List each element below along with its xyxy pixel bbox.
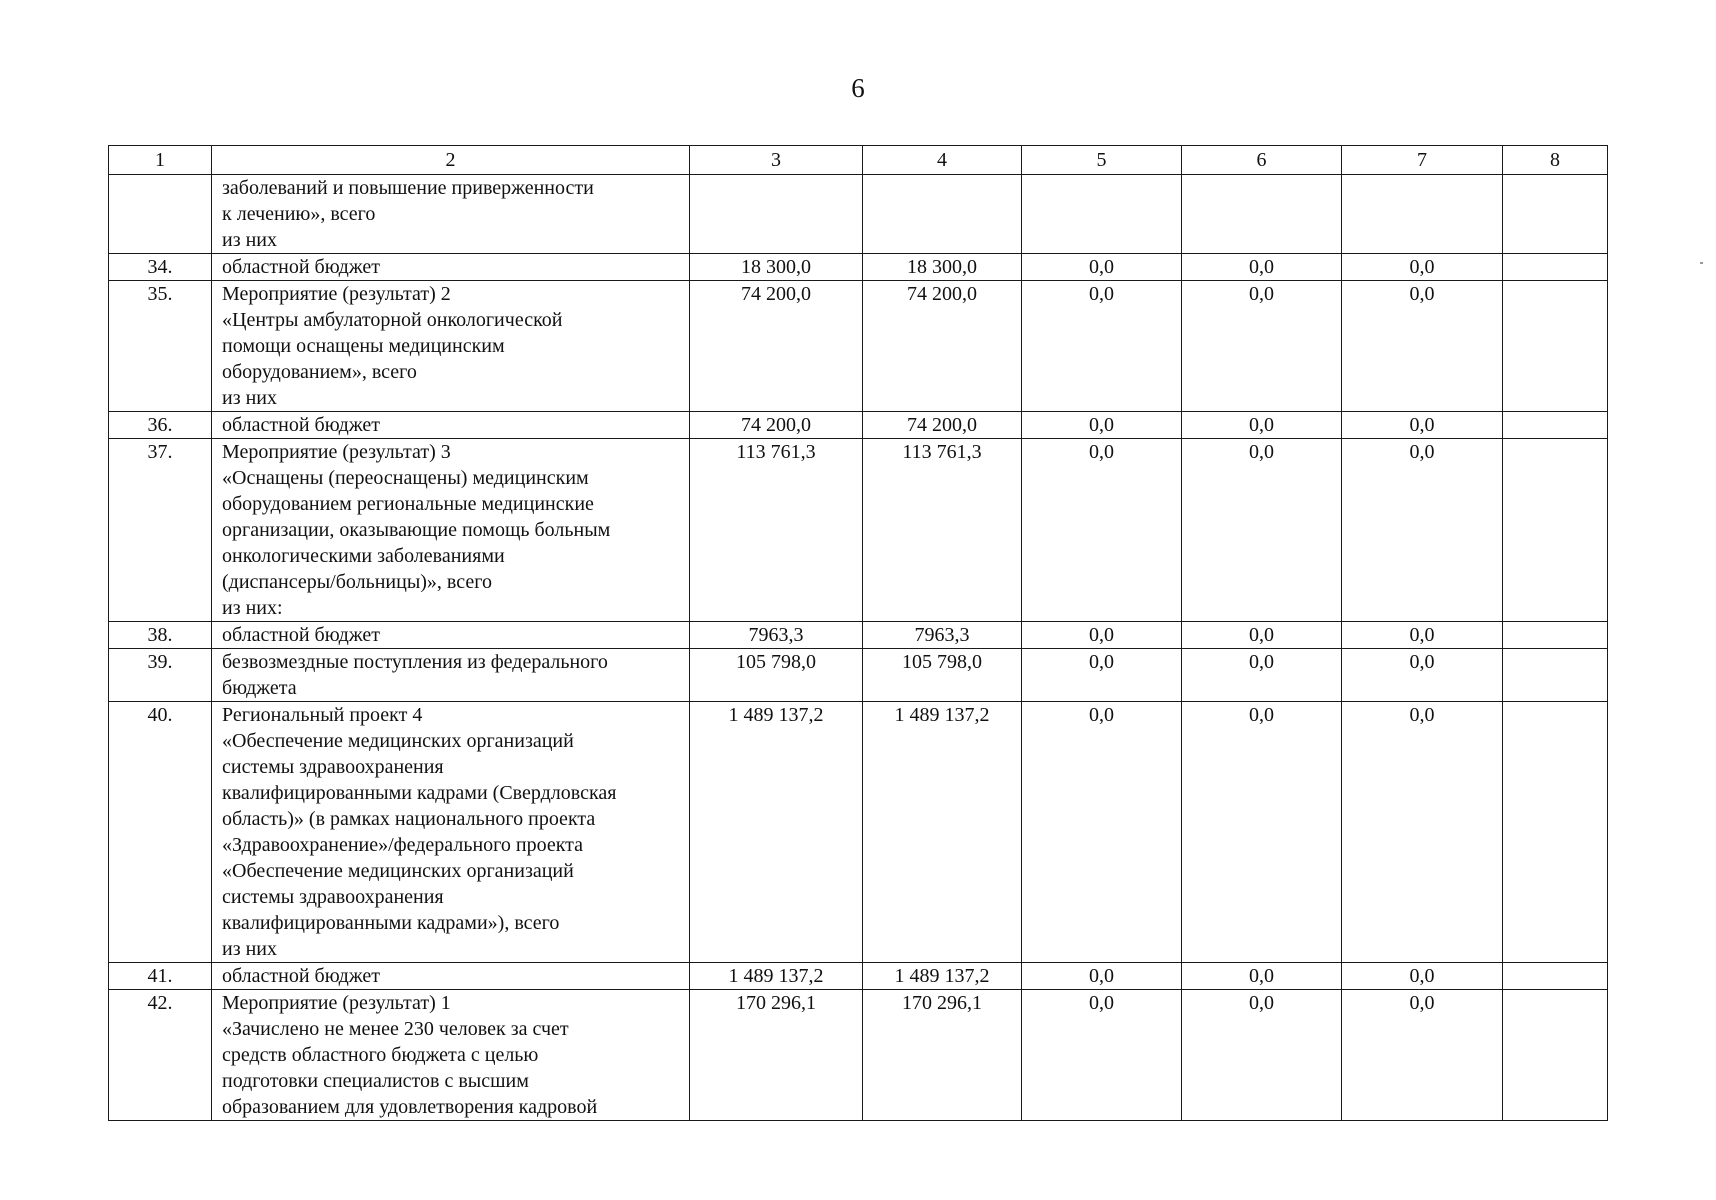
cell-col4: 170 296,1: [863, 990, 1022, 1121]
cell-col5: 0,0: [1022, 412, 1182, 439]
row-description: областной бюджет: [212, 254, 690, 281]
row-number: 36.: [109, 412, 212, 439]
cell-col5: 0,0: [1022, 254, 1182, 281]
cell-col3: [690, 175, 863, 254]
cell-col3: 1 489 137,2: [690, 702, 863, 963]
row-number: 40.: [109, 702, 212, 963]
budget-table: [108, 145, 1608, 1121]
table-body: [109, 175, 1608, 1121]
cell-col3: 105 798,0: [690, 649, 863, 702]
row-number: 42.: [109, 990, 212, 1121]
row-description: Мероприятие (результат) 1 «Зачислено не менее 230 человек за счет средств областного бюджета с целью подготовки специалистов с высшим образованием для удовлетворения кадровой: [212, 990, 690, 1121]
cell-col7: 0,0: [1342, 990, 1503, 1121]
cell-col6: [1182, 175, 1342, 254]
cell-col5: 0,0: [1022, 990, 1182, 1121]
cell-col4: 74 200,0: [863, 281, 1022, 412]
cell-col8: [1503, 254, 1608, 281]
column-header: 1: [109, 146, 212, 175]
cell-col3: 74 200,0: [690, 412, 863, 439]
cell-col6: 0,0: [1182, 702, 1342, 963]
table-row: [109, 254, 1608, 281]
cell-col5: [1022, 175, 1182, 254]
cell-col6: 0,0: [1182, 649, 1342, 702]
cell-col5: 0,0: [1022, 649, 1182, 702]
row-description: Мероприятие (результат) 2 «Центры амбулаторной онкологической помощи оснащены медицинским оборудованием», всего из них: [212, 281, 690, 412]
cell-col8: [1503, 649, 1608, 702]
cell-col7: 0,0: [1342, 254, 1503, 281]
cell-col3: 18 300,0: [690, 254, 863, 281]
cell-col3: 113 761,3: [690, 439, 863, 622]
table-row: [109, 175, 1608, 254]
cell-col6: 0,0: [1182, 254, 1342, 281]
cell-col8: [1503, 963, 1608, 990]
row-description: Мероприятие (результат) 3 «Оснащены (переоснащены) медицинским оборудованием региональные медицинские организации, оказывающие помощь больным онкологическими заболеваниями (диспансеры/больницы)», всего из них:: [212, 439, 690, 622]
column-header: 7: [1342, 146, 1503, 175]
scan-speck: [1700, 262, 1703, 264]
cell-col8: [1503, 281, 1608, 412]
cell-col4: 1 489 137,2: [863, 963, 1022, 990]
table-header: [109, 146, 1608, 175]
row-description: заболеваний и повышение приверженности к лечению», всего из них: [212, 175, 690, 254]
cell-col4: 7963,3: [863, 622, 1022, 649]
cell-col5: 0,0: [1022, 439, 1182, 622]
cell-col3: 74 200,0: [690, 281, 863, 412]
table-row: [109, 281, 1608, 412]
table-row: [109, 702, 1608, 963]
cell-col6: 0,0: [1182, 412, 1342, 439]
column-header: 8: [1503, 146, 1608, 175]
cell-col5: 0,0: [1022, 963, 1182, 990]
row-description: областной бюджет: [212, 622, 690, 649]
cell-col8: [1503, 702, 1608, 963]
cell-col4: 18 300,0: [863, 254, 1022, 281]
row-description: безвозмездные поступления из федерального бюджета: [212, 649, 690, 702]
cell-col5: 0,0: [1022, 622, 1182, 649]
cell-col6: 0,0: [1182, 622, 1342, 649]
row-description: областной бюджет: [212, 963, 690, 990]
cell-col8: [1503, 412, 1608, 439]
page-number: 6: [851, 73, 865, 103]
cell-col5: 0,0: [1022, 702, 1182, 963]
cell-col4: 113 761,3: [863, 439, 1022, 622]
cell-col7: 0,0: [1342, 702, 1503, 963]
column-header: 5: [1022, 146, 1182, 175]
cell-col8: [1503, 439, 1608, 622]
row-description: Региональный проект 4 «Обеспечение медицинских организаций системы здравоохранения квалифицированными кадрами (Свердловская область)» (в рамках национального проекта «Здравоохранение»/федерального проекта «Обеспечение медицинских организаций системы здравоохранения квалифицированными кадрами»), всего из них: [212, 702, 690, 963]
cell-col3: 7963,3: [690, 622, 863, 649]
cell-col7: 0,0: [1342, 439, 1503, 622]
cell-col4: [863, 175, 1022, 254]
cell-col7: 0,0: [1342, 412, 1503, 439]
table-row: [109, 412, 1608, 439]
cell-col7: 0,0: [1342, 963, 1503, 990]
cell-col3: 170 296,1: [690, 990, 863, 1121]
table-row: [109, 990, 1608, 1121]
row-number: 34.: [109, 254, 212, 281]
row-description: областной бюджет: [212, 412, 690, 439]
cell-col6: 0,0: [1182, 439, 1342, 622]
row-number: [109, 175, 212, 254]
cell-col8: [1503, 622, 1608, 649]
row-number: 41.: [109, 963, 212, 990]
table-row: [109, 622, 1608, 649]
cell-col8: [1503, 990, 1608, 1121]
column-header: 4: [863, 146, 1022, 175]
column-header: 6: [1182, 146, 1342, 175]
table-row: [109, 439, 1608, 622]
cell-col6: 0,0: [1182, 281, 1342, 412]
row-number: 38.: [109, 622, 212, 649]
cell-col3: 1 489 137,2: [690, 963, 863, 990]
cell-col7: 0,0: [1342, 649, 1503, 702]
column-header: 2: [212, 146, 690, 175]
cell-col4: 1 489 137,2: [863, 702, 1022, 963]
cell-col8: [1503, 175, 1608, 254]
column-header: 3: [690, 146, 863, 175]
table-row: [109, 963, 1608, 990]
cell-col6: 0,0: [1182, 990, 1342, 1121]
cell-col4: 105 798,0: [863, 649, 1022, 702]
row-number: 37.: [109, 439, 212, 622]
row-number: 39.: [109, 649, 212, 702]
table-row: [109, 649, 1608, 702]
cell-col7: [1342, 175, 1503, 254]
cell-col4: 74 200,0: [863, 412, 1022, 439]
row-number: 35.: [109, 281, 212, 412]
header-row: [109, 146, 1608, 175]
cell-col7: 0,0: [1342, 622, 1503, 649]
cell-col6: 0,0: [1182, 963, 1342, 990]
cell-col7: 0,0: [1342, 281, 1503, 412]
cell-col5: 0,0: [1022, 281, 1182, 412]
